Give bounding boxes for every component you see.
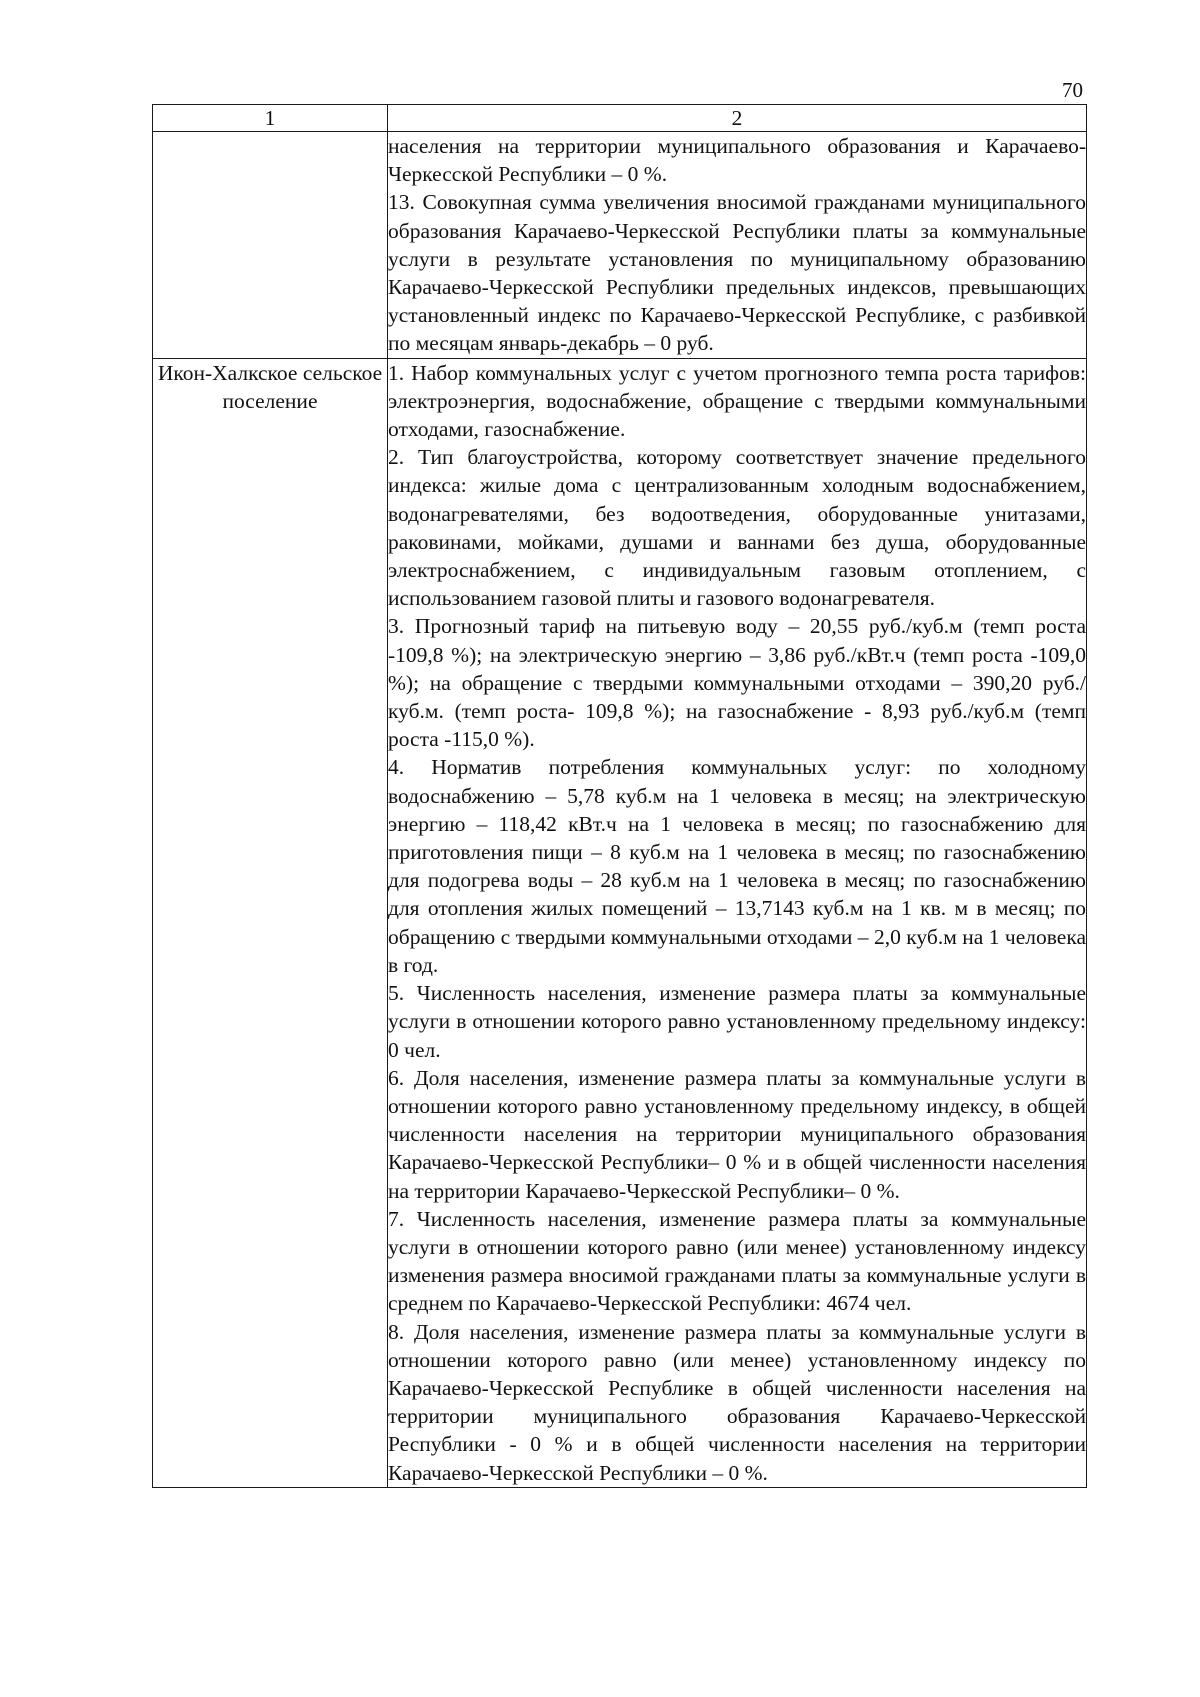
settlement-name-cell: Икон-Халкское сельское поселение	[153, 358, 388, 1487]
paragraph: 7. Численность населения, изменение размера платы за коммунальные услуги в отношении которого равно (или менее) установленному индексу изменения размера вносимой гражданами платы за коммунальные услуги в среднем по Карачаево-Черкесской Республики: 4674 чел.	[388, 1206, 1086, 1316]
paragraph: 13. Совокупная сумма увеличения вносимой гражданами муниципального образования Карачаево-Черкесской Республики платы за коммунальные услуги в результате установления по муниципальному образованию Карачаево-Черкесской Республики предельных индексов, превышающих установленный индекс по Карачаево-Черкесской Республике, с разбивкой по месяцам январь-декабрь – 0 руб.	[388, 190, 1086, 356]
column-header-2: 2	[388, 105, 1087, 132]
paragraph: населения на территории муниципального образования и Карачаево-Черкесской Республики – 0 %.	[388, 134, 1086, 187]
paragraph: 3. Прогнозный тариф на питьевую воду – 20,55 руб./куб.м (темп роста -109,8 %); на электрическую энергию – 3,86 руб./кВт.ч (темп роста -109,0 %); на обращение с твердыми коммунальными отходами – 390,20 руб./куб.м. (темп роста- 109,8 %); на газоснабжение - 8,93 руб./куб.м (темп роста -115,0 %).	[388, 614, 1086, 752]
description-cell	[388, 132, 1087, 359]
paragraph: 6. Доля населения, изменение размера платы за коммунальные услуги в отношении которого равно установленному предельному индексу, в общей численности населения на территории муниципального образования Карачаево-Черкесской Республики– 0 % и в общей численности населения на территории Карачаево-Черкесской Республики– 0 %.	[388, 1065, 1086, 1203]
paragraph: 4. Норматив потребления коммунальных услуг: по холодному водоснабжению – 5,78 куб.м на 1 человека в месяц; на электрическую энергию – 118,42 кВт.ч на 1 человека в месяц; по газоснабжению для приготовления пищи – 8 куб.м на 1 человека в месяц; по газоснабжению для подогрева воды – 28 куб.м на 1 человека в месяц; по газоснабжению для отопления жилых помещений – 13,7143 куб.м на 1 кв. м в месяц; по обращению с твердыми коммунальными отходами – 2,0 куб.м на 1 человека в год.	[388, 755, 1086, 977]
settlement-name-cell	[153, 132, 388, 359]
paragraph: 8. Доля населения, изменение размера платы за коммунальные услуги в отношении которого равно (или менее) установленному индексу по Карачаево-Черкесской Республике в общей численности населения на территории муниципального образования Карачаево-Черкесской Республики - 0 % и в общей численности населения на территории Карачаево-Черкесской Республики – 0 %.	[388, 1319, 1086, 1485]
paragraph: 5. Численность населения, изменение размера платы за коммунальные услуги в отношении которого равно установленному предельному индексу: 0 чел.	[388, 981, 1086, 1062]
column-header-1: 1	[153, 105, 388, 132]
paragraph: 1. Набор коммунальных услуг с учетом прогнозного темпа роста тарифов: электроэнергия, водоснабжение, обращение с твердыми коммунальными отходами, газоснабжение.	[388, 360, 1086, 442]
paragraph: 2. Тип благоустройства, которому соответствует значение предельного индекса: жилые дома с централизованным холодным водоснабжением, водонагревателями, без водоотведения, оборудованные унитазами, раковинами, мойками, душами и ваннами без душа, оборудованные электроснабжением, с индивидуальным газовым отоплением, с использованием газовой плиты и газового водонагревателя.	[388, 445, 1086, 611]
document-table	[152, 104, 1087, 1488]
table-row	[153, 358, 1087, 1487]
table-row	[153, 132, 1087, 359]
description-cell	[388, 358, 1087, 1487]
page-number: 70	[1062, 78, 1083, 102]
table-header-row	[153, 105, 1087, 132]
